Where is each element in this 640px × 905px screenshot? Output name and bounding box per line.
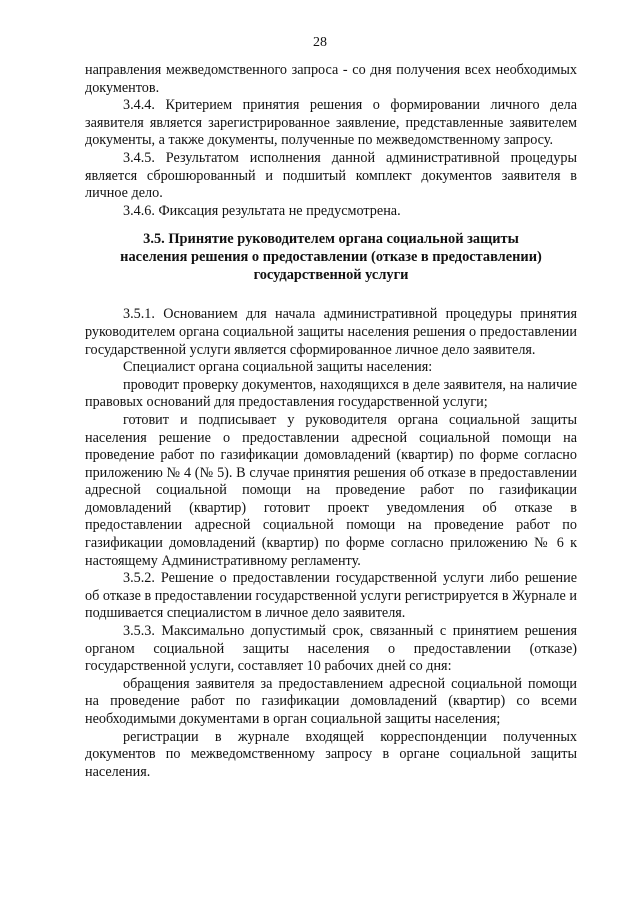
paragraph-3-4-5: 3.4.5. Результатом исполнения данной административной процедуры является сброшюрованный и подшитый комплект документов заявителя в личное дело.: [85, 149, 577, 202]
paragraph-3-5-3: 3.5.3. Максимально допустимый срок, связанный с принятием решения органом социальной защиты населения о предоставлении (отказе) государственной услуги, составляет 10 рабочих дней со дня:: [85, 623, 577, 675]
page-body: [85, 62, 577, 781]
page-number: 28: [313, 35, 327, 50]
paragraph-3-4-4: 3.4.4. Критерием принятия решения о формировании личного дела заявителя является зарегистрированное заявление, представленные заявителем документы, а также документы, полученные по межведомственному запросу.: [85, 97, 577, 149]
paragraph-application: обращения заявителя за предоставлением адресной социальной помощи на проведение работ по газификации домовладений (квартир) со всеми необходимыми документами в орган социальной защиты населения;: [85, 675, 577, 727]
paragraph-specialist: Специалист органа социальной защиты населения:: [123, 359, 433, 376]
paragraph-prepares-decision: готовит и подписывает у руководителя органа социальной защиты населения решение о предоставлении адресной социальной помощи на проведение работ по газификации домовладений (квартир) по форме согласно приложению № 4 (№ 5). В случае принятия решения об отказе в предоставлении адресной социальной помощи на проведение работ по газификации домовладений (квартир) готовит проект уведомления об отказе в предоставлении адресной социальной помощи на проведение работ по газификации домовладений (квартир) по форме согласно приложению № 6 к настоящему Административному регламенту.: [85, 411, 577, 569]
section-title: 3.5. Принятие руководителем органа социальной защиты населения решения о предоставлении (отказе в предоставлении) государственной услуги: [120, 231, 542, 284]
paragraph-3-5-1: 3.5.1. Основанием для начала административной процедуры принятия руководителем органа социальной защиты населения решения о предоставлении государственной услуги является сформированное личное дело заявителя.: [85, 306, 577, 358]
paragraph-3-4-6: 3.4.6. Фиксация результата не предусмотрена.: [123, 202, 401, 219]
paragraph-3-5-2: 3.5.2. Решение о предоставлении государственной услуги либо решение об отказе в предоставлении государственной услуги регистрируется в Журнале и подшивается специалистом в личное дело заявителя.: [85, 570, 577, 622]
paragraph-registration: регистрации в журнале входящей корреспонденции полученных документов по межведомственному запросу в органе социальной защиты населения.: [85, 728, 577, 780]
paragraph-continuation: направления межведомственного запроса - со дня получения всех необходимых документов.: [85, 62, 577, 96]
paragraph-checks-documents: проводит проверку документов, находящихся в деле заявителя, на наличие правовых оснований для предоставления государственной услуги;: [85, 376, 577, 411]
